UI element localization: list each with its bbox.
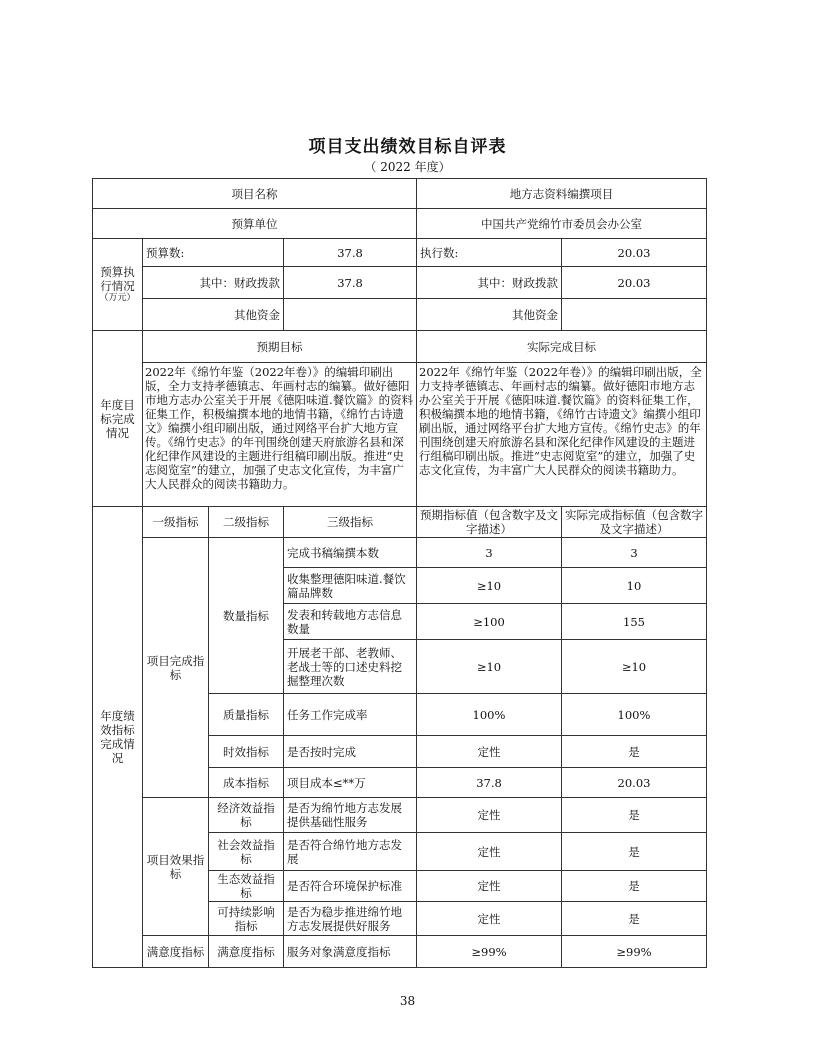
level2-header: 二级指标	[209, 507, 284, 538]
indicator-expected: 3	[417, 538, 562, 568]
indicator-expected: ≥100	[417, 604, 562, 640]
sustainable-group-label: 可持续影响指标	[209, 902, 284, 936]
evaluation-table	[92, 178, 707, 968]
indicator-expected: 定性	[417, 798, 562, 833]
exec-label: 执行数:	[417, 239, 562, 267]
level3-header: 三级指标	[284, 507, 417, 538]
table-row	[93, 936, 707, 968]
indicator-expected: 100%	[417, 694, 562, 736]
budget-unit-label: 预算单位	[93, 209, 417, 239]
fiscal-exec-label: 其中：财政拨款	[417, 267, 562, 299]
indicator-actual: 10	[562, 568, 707, 604]
indicator-name: 是否符合绵竹地方志发展	[284, 833, 417, 871]
goals-text-row	[93, 363, 707, 507]
completion-group-label: 项目完成指标	[143, 538, 209, 798]
other-funds-budget	[284, 299, 417, 331]
project-name-value: 地方志资料编撰项目	[417, 179, 707, 209]
other-funds-label: 其他资金	[143, 299, 284, 331]
indicator-actual: 是	[562, 798, 707, 833]
indicator-actual: 是	[562, 871, 707, 902]
satisfaction-sub-label: 满意度指标	[209, 936, 284, 968]
indicator-actual: ≥99%	[562, 936, 707, 968]
budget-unit-value: 中国共产党绵竹市委员会办公室	[417, 209, 707, 239]
indicator-name: 是否按时完成	[284, 736, 417, 768]
table-row	[93, 538, 707, 568]
goals-header-row	[93, 331, 707, 363]
budget-unit-row	[93, 209, 707, 239]
budget-value: 37.8	[284, 239, 417, 267]
project-name-row	[93, 179, 707, 209]
expected-goal-header: 预期目标	[143, 331, 417, 363]
page-number: 38	[399, 994, 416, 1008]
indicator-expected: 37.8	[417, 768, 562, 798]
quantity-group-label: 数量指标	[209, 538, 284, 694]
indicator-actual: 100%	[562, 694, 707, 736]
indicator-actual: 是	[562, 736, 707, 768]
document-title: 项目支出绩效目标自评表	[308, 137, 507, 157]
quality-group-label: 质量指标	[209, 694, 284, 736]
expected-goal-text: 2022年《绵竹年鉴（2022年卷）》的编辑印刷出版，全力支持孝德镇志、年画村志的编纂。做好德阳市地方志办公室关于开展《德阳味道.餐饮篇》的资料征集工作，积极编撰本地的地情书籍，《绵竹古诗遗文》编撰小组印刷出版，通过网络平台扩大地方宣传。《绵竹史志》的年刊围绕创建天府旅游名县和深化纪律作风建设的主题进行组稿印刷出版。推进“史志阅览室”的建立，加强了史志文化宣传，为丰富广大人民群众的阅读书籍助力。	[143, 363, 417, 507]
other-funds-row	[93, 299, 707, 331]
effect-group-label: 项目效果指标	[143, 798, 209, 936]
economic-group-label: 经济效益指标	[209, 798, 284, 833]
indicator-expected: ≥10	[417, 568, 562, 604]
actual-goal-header: 实际完成目标	[417, 331, 707, 363]
indicator-header-row	[93, 507, 707, 538]
indicator-actual: 3	[562, 538, 707, 568]
budget-section-title: 预算执行情况	[100, 265, 135, 293]
social-group-label: 社会效益指标	[209, 833, 284, 871]
budget-section-unit: （万元）	[99, 293, 136, 303]
indicator-name: 开展老干部、老教师、老战士等的口述史料挖掘整理次数	[284, 640, 417, 694]
indicator-expected: ≥99%	[417, 936, 562, 968]
indicator-name: 是否为绵竹地方志发展提供基础性服务	[284, 798, 417, 833]
indicator-actual: 155	[562, 604, 707, 640]
exec-value: 20.03	[562, 239, 707, 267]
indicator-actual: 是	[562, 833, 707, 871]
ecological-group-label: 生态效益指标	[209, 871, 284, 902]
indicator-expected: 定性	[417, 736, 562, 768]
indicator-actual: 20.03	[562, 768, 707, 798]
indicator-expected: 定性	[417, 871, 562, 902]
indicator-expected: ≥10	[417, 640, 562, 694]
other-funds-exec-label: 其他资金	[417, 299, 562, 331]
other-funds-exec	[562, 299, 707, 331]
actual-goal-text: 2022年《绵竹年鉴（2022年卷）》的编辑印刷出版，全力支持孝德镇志、年画村志的编纂。做好德阳市地方志办公室关于开展《德阳味道.餐饮篇》的资料征集工作，积极编撰本地的地情书籍，《绵竹古诗遗文》编撰小组印刷出版，通过网络平台扩大地方宣传。《绵竹史志》的年刊围绕创建天府旅游名县和深化纪律作风建设的主题进行组稿印刷出版。推进“史志阅览室”的建立，加强了史志文化宣传，为丰富广大人民群众的阅读书籍助力。	[417, 363, 707, 507]
indicator-name: 任务工作完成率	[284, 694, 417, 736]
expected-value-header: 预期指标值（包含数字及文字描述）	[417, 507, 562, 538]
fiscal-label: 其中：财政拨款	[143, 267, 284, 299]
level1-header: 一级指标	[143, 507, 209, 538]
document-year: （ 2022 年度）	[364, 160, 451, 174]
fiscal-budget-value: 37.8	[284, 267, 417, 299]
indicators-section-label: 年度绩效指标完成情况	[93, 507, 143, 968]
indicator-actual: 是	[562, 902, 707, 936]
actual-value-header: 实际完成指标值（包含数字及文字描述）	[562, 507, 707, 538]
indicator-actual: ≥10	[562, 640, 707, 694]
indicator-expected: 定性	[417, 902, 562, 936]
indicator-expected: 定性	[417, 833, 562, 871]
project-name-label: 项目名称	[93, 179, 417, 209]
indicator-name: 完成书稿编撰本数	[284, 538, 417, 568]
satisfaction-group-label: 满意度指标	[143, 936, 209, 968]
indicator-name: 项目成本≤**万	[284, 768, 417, 798]
goals-section-label: 年度目标完成情况	[93, 331, 143, 507]
budget-label: 预算数:	[143, 239, 284, 267]
table-row	[93, 798, 707, 833]
fiscal-exec-value: 20.03	[562, 267, 707, 299]
fiscal-row	[93, 267, 707, 299]
indicator-name: 是否符合环境保护标准	[284, 871, 417, 902]
budget-section-label	[93, 239, 143, 331]
indicator-name: 发表和转载地方志信息数量	[284, 604, 417, 640]
timeliness-group-label: 时效指标	[209, 736, 284, 768]
indicator-name: 服务对象满意度指标	[284, 936, 417, 968]
budget-row	[93, 239, 707, 267]
cost-group-label: 成本指标	[209, 768, 284, 798]
indicator-name: 是否为稳步推进绵竹地方志发展提供好服务	[284, 902, 417, 936]
indicator-name: 收集整理德阳味道.餐饮篇品牌数	[284, 568, 417, 604]
